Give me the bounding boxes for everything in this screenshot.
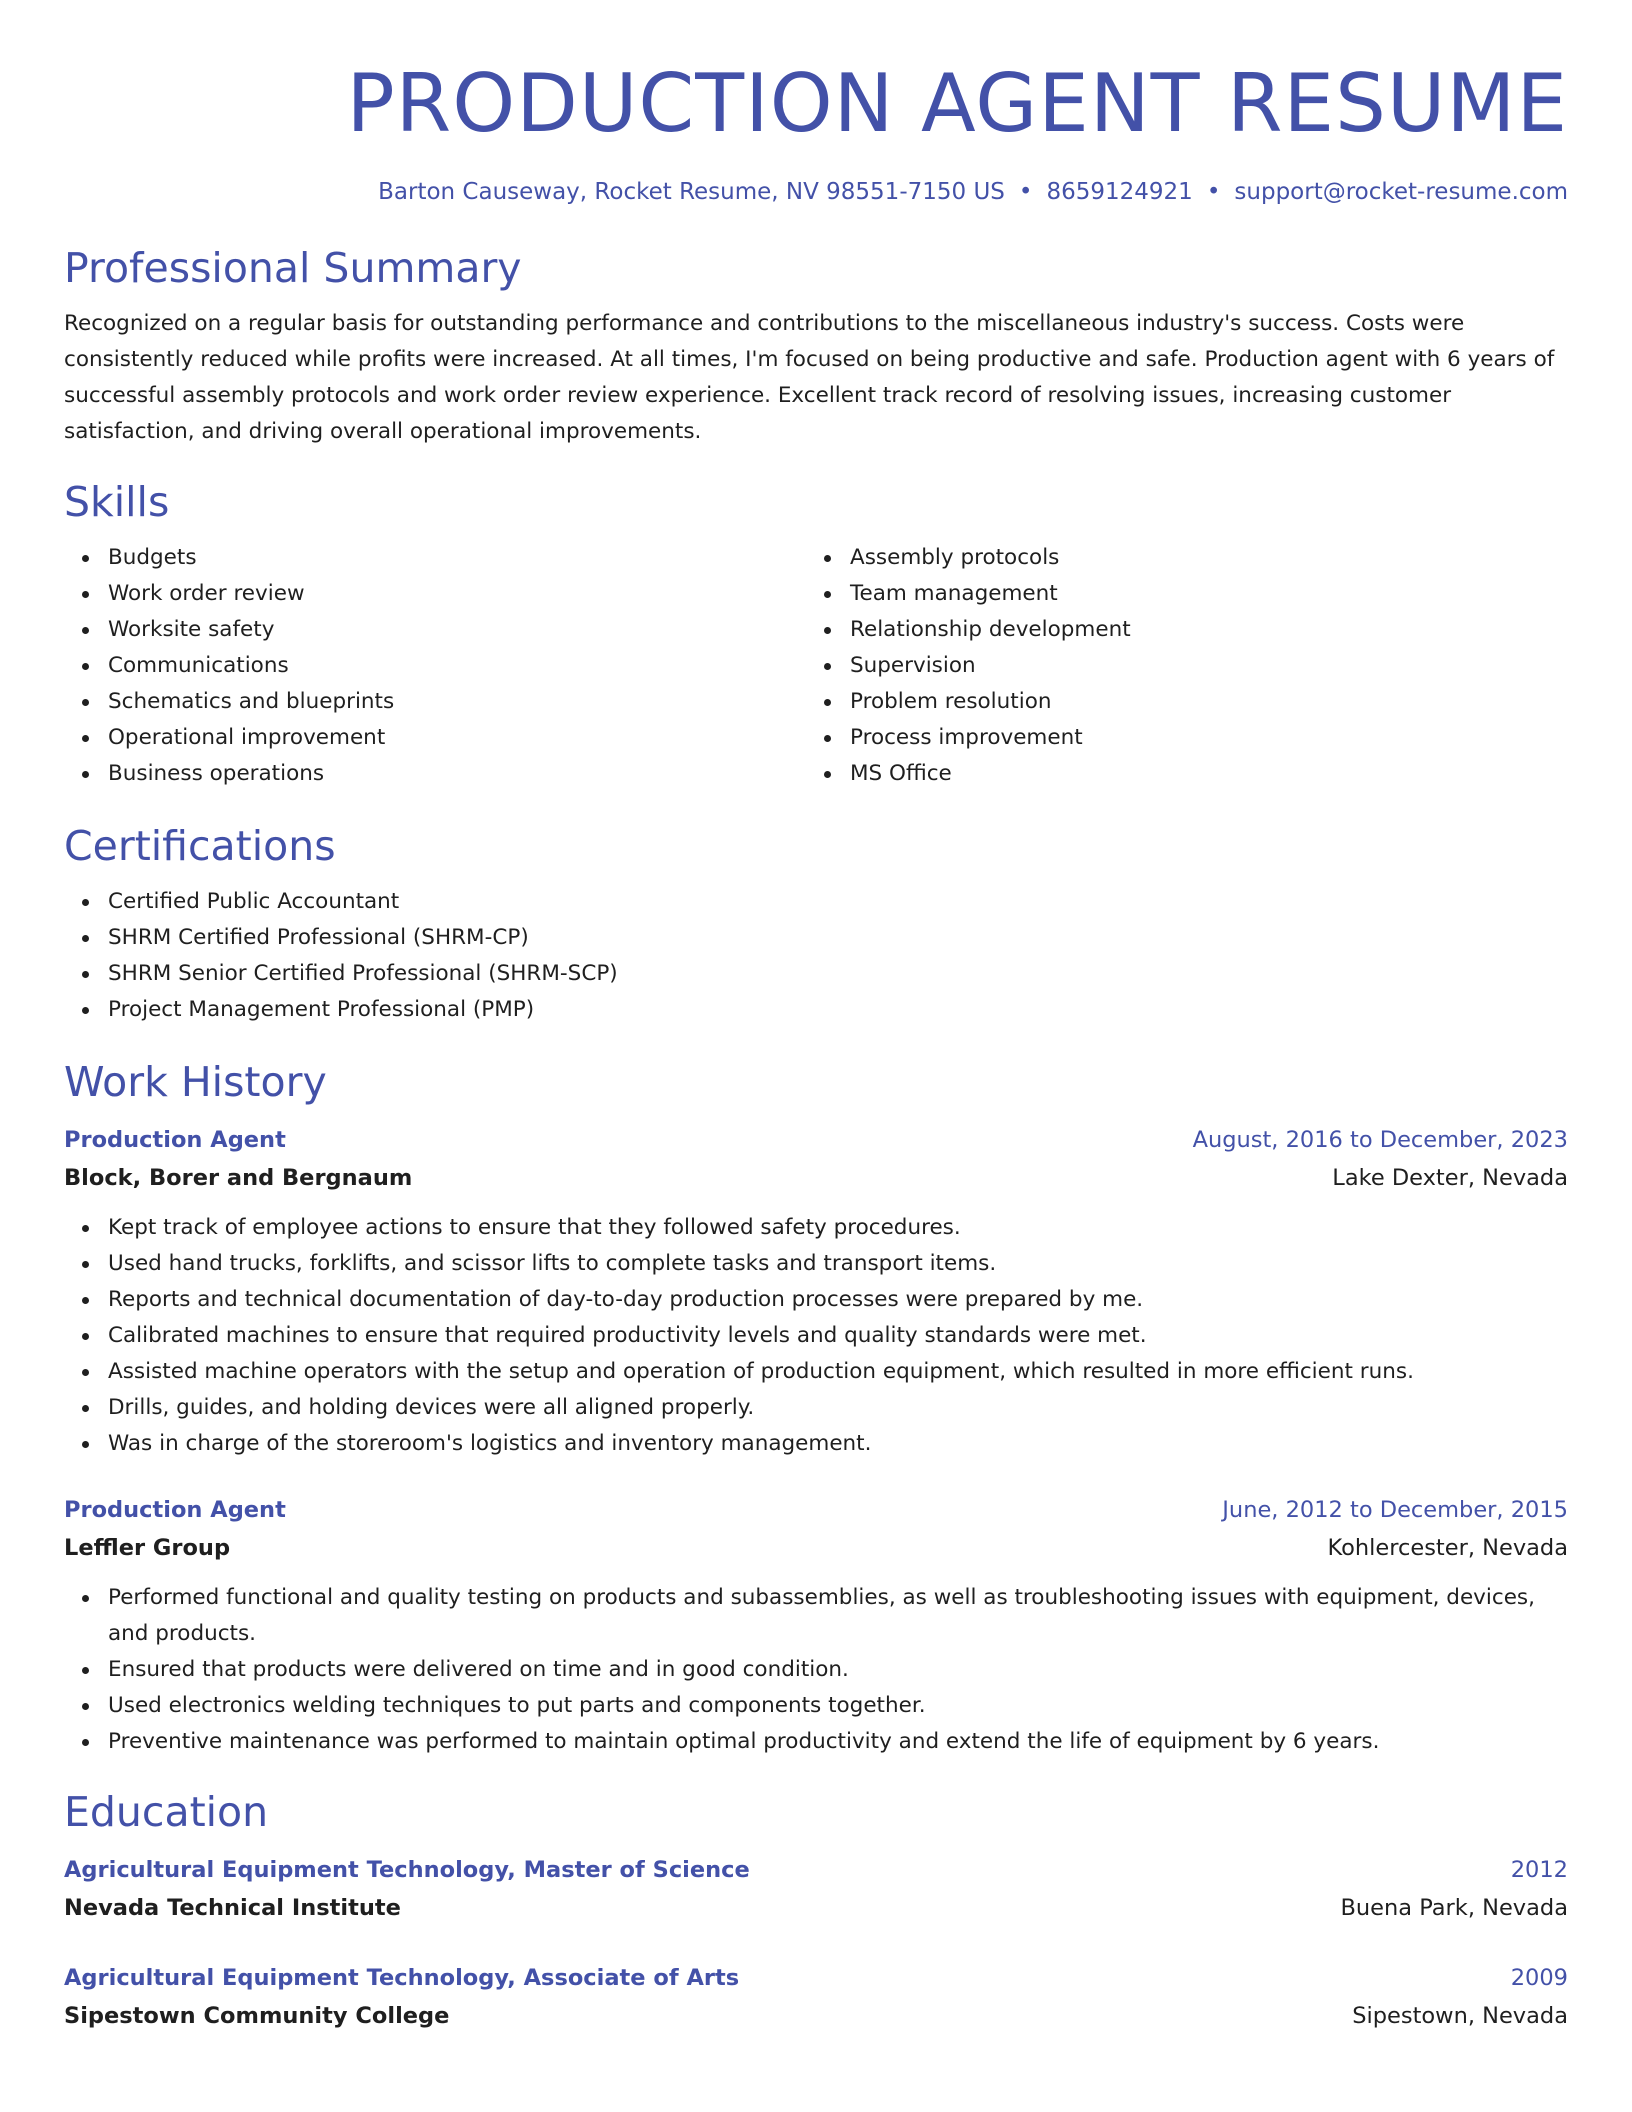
skills-heading: Skills bbox=[64, 478, 170, 526]
work-history-heading: Work History bbox=[64, 1058, 327, 1106]
contact-phone: 8659124921 bbox=[1046, 179, 1193, 205]
education-school-row bbox=[64, 1888, 1568, 1928]
education-list bbox=[64, 1852, 1568, 2036]
job-list bbox=[64, 1122, 1568, 1760]
job-duty-item: Calibrated machines to ensure that required productivity levels and quality standards were met. bbox=[108, 1318, 1568, 1354]
job-title: Production Agent bbox=[64, 1127, 286, 1153]
certification-item: SHRM Senior Certified Professional (SHRM-SCP) bbox=[108, 956, 1568, 992]
skill-item: MS Office bbox=[850, 756, 1548, 792]
skills-list-right bbox=[806, 540, 1548, 792]
education-year: 2009 bbox=[1510, 1965, 1568, 1991]
contact-separator: • bbox=[1018, 179, 1033, 205]
job-duty-item: Used hand trucks, forklifts, and scissor lifts to complete tasks and transport items. bbox=[108, 1246, 1568, 1282]
skills-list-left bbox=[64, 540, 806, 792]
job-entry bbox=[64, 1492, 1568, 1760]
summary-section bbox=[64, 242, 1568, 450]
job-duty-item: Drills, guides, and holding devices were all aligned properly. bbox=[108, 1390, 1568, 1426]
job-entry bbox=[64, 1122, 1568, 1462]
education-location: Sipestown, Nevada bbox=[1352, 2003, 1568, 2029]
contact-email[interactable]: support@rocket-resume.com bbox=[1234, 179, 1568, 205]
skill-item: Problem resolution bbox=[850, 684, 1548, 720]
certification-item: Certified Public Accountant bbox=[108, 884, 1568, 920]
education-school: Nevada Technical Institute bbox=[64, 1895, 401, 1921]
job-duty-item: Used electronics welding techniques to put parts and components together. bbox=[108, 1688, 1568, 1724]
education-header-row bbox=[64, 1960, 1568, 1996]
skill-item: Process improvement bbox=[850, 720, 1548, 756]
skills-column-left bbox=[64, 540, 806, 792]
skill-item: Work order review bbox=[108, 576, 806, 612]
job-company-row bbox=[64, 1158, 1568, 1198]
resume-title: PRODUCTION AGENT RESUME bbox=[346, 57, 1568, 150]
skill-item: Supervision bbox=[850, 648, 1548, 684]
job-dates: June, 2012 to December, 2015 bbox=[1222, 1497, 1568, 1523]
education-section bbox=[64, 1786, 1568, 2036]
job-location: Kohlercester, Nevada bbox=[1327, 1535, 1568, 1561]
skill-item: Assembly protocols bbox=[850, 540, 1548, 576]
job-title: Production Agent bbox=[64, 1497, 286, 1523]
certifications-list bbox=[64, 884, 1568, 1028]
skills-column-right bbox=[806, 540, 1548, 792]
resume-page bbox=[64, 0, 1568, 2036]
education-year: 2012 bbox=[1510, 1857, 1568, 1883]
job-duty-item: Ensured that products were delivered on time and in good condition. bbox=[108, 1652, 1568, 1688]
job-location: Lake Dexter, Nevada bbox=[1332, 1165, 1568, 1191]
job-duty-item: Performed functional and quality testing on products and subassemblies, as well as troubleshooting issues with equipment, devices, and products. bbox=[108, 1580, 1568, 1652]
education-school-row bbox=[64, 1996, 1568, 2036]
education-location: Buena Park, Nevada bbox=[1340, 1895, 1568, 1921]
skill-item: Relationship development bbox=[850, 612, 1548, 648]
education-entry bbox=[64, 1960, 1568, 2036]
job-duty-item: Was in charge of the storeroom's logistics and inventory management. bbox=[108, 1426, 1568, 1462]
skill-item: Worksite safety bbox=[108, 612, 806, 648]
skills-section bbox=[64, 476, 1568, 792]
skill-item: Budgets bbox=[108, 540, 806, 576]
skill-item: Communications bbox=[108, 648, 806, 684]
job-dates: August, 2016 to December, 2023 bbox=[1192, 1127, 1568, 1153]
skill-item: Schematics and blueprints bbox=[108, 684, 806, 720]
job-duties-list bbox=[64, 1210, 1568, 1462]
job-duty-item: Assisted machine operators with the setup and operation of production equipment, which resulted in more efficient runs. bbox=[108, 1354, 1568, 1390]
education-school: Sipestown Community College bbox=[64, 2003, 450, 2029]
skills-grid bbox=[64, 540, 1568, 792]
contact-line bbox=[64, 176, 1568, 208]
job-header-row bbox=[64, 1492, 1568, 1528]
summary-heading: Professional Summary bbox=[64, 244, 522, 292]
education-heading: Education bbox=[64, 1788, 269, 1836]
contact-address: Barton Causeway, Rocket Resume, NV 98551-7150 US bbox=[378, 179, 1005, 205]
job-duty-item: Preventive maintenance was performed to maintain optimal productivity and extend the life of equipment by 6 years. bbox=[108, 1724, 1568, 1760]
certification-item: Project Management Professional (PMP) bbox=[108, 992, 1568, 1028]
job-header-row bbox=[64, 1122, 1568, 1158]
skill-item: Business operations bbox=[108, 756, 806, 792]
summary-text: Recognized on a regular basis for outstanding performance and contributions to the miscellaneous industry's success. Costs were consistently reduced while profits were increased. At all times, I'm focused on being productive and safe. Production agent with 6 years of successful assembly protocols and work order review experience. Excellent track record of resolving issues, increasing customer satisfaction, and driving overall operational improvements. bbox=[64, 311, 1555, 444]
job-duties-list bbox=[64, 1580, 1568, 1760]
work-history-section bbox=[64, 1056, 1568, 1760]
job-duty-item: Reports and technical documentation of day-to-day production processes were prepared by me. bbox=[108, 1282, 1568, 1318]
skill-item: Operational improvement bbox=[108, 720, 806, 756]
education-header-row bbox=[64, 1852, 1568, 1888]
education-degree: Agricultural Equipment Technology, Master of Science bbox=[64, 1857, 750, 1883]
job-company: Block, Borer and Bergnaum bbox=[64, 1165, 413, 1191]
job-duty-item: Kept track of employee actions to ensure that they followed safety procedures. bbox=[108, 1210, 1568, 1246]
job-company-row bbox=[64, 1528, 1568, 1568]
education-degree: Agricultural Equipment Technology, Associate of Arts bbox=[64, 1965, 740, 1991]
education-entry bbox=[64, 1852, 1568, 1928]
certifications-section bbox=[64, 820, 1568, 1028]
certification-item: SHRM Certified Professional (SHRM-CP) bbox=[108, 920, 1568, 956]
skill-item: Team management bbox=[850, 576, 1548, 612]
contact-separator: • bbox=[1206, 179, 1221, 205]
certifications-heading: Certifications bbox=[64, 822, 336, 870]
job-company: Leffler Group bbox=[64, 1535, 231, 1561]
